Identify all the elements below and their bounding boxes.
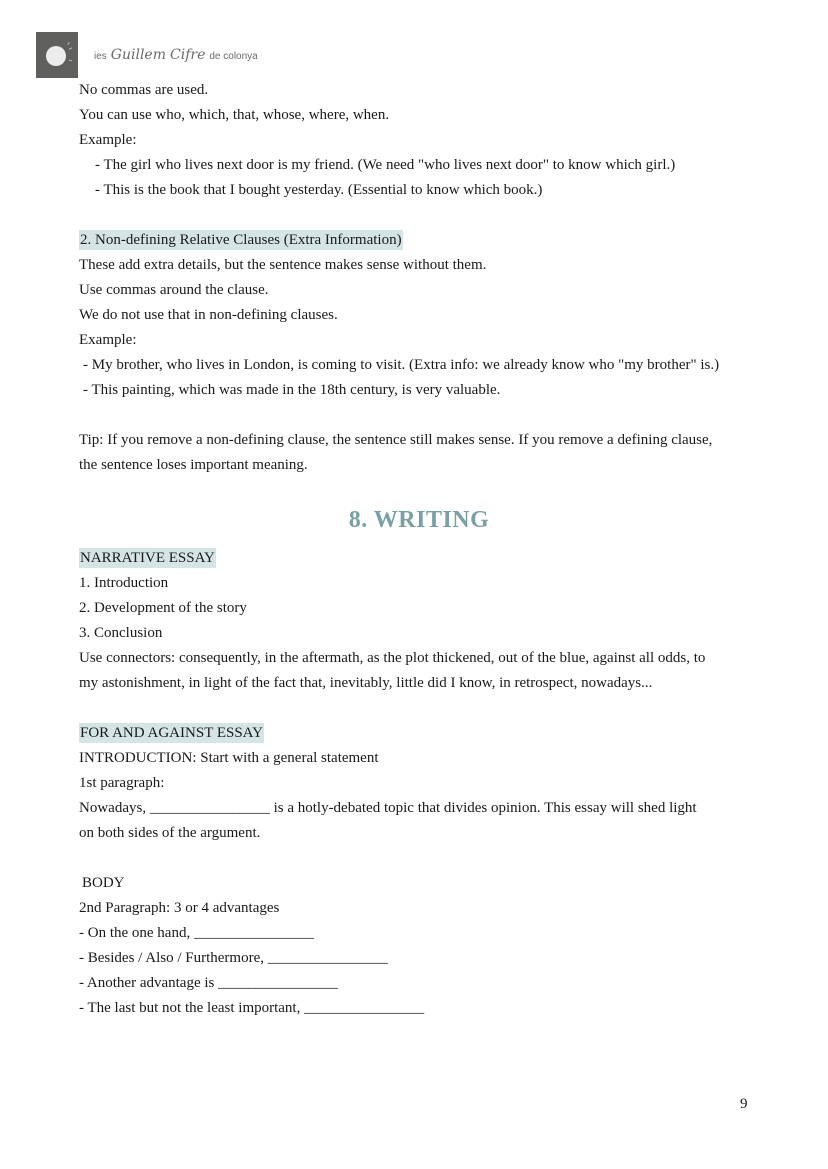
text-line: No commas are used. bbox=[79, 82, 209, 98]
example-line: - This is the book that I bought yesterday. (Essential to know which book.) bbox=[95, 182, 543, 198]
text-line: These add extra details, but the sentence makes sense without them. bbox=[79, 257, 487, 273]
school-prefix: ies bbox=[94, 51, 107, 62]
page-content bbox=[79, 78, 759, 1021]
logo-ray bbox=[69, 47, 72, 49]
text-line: We do not use that in non-defining clauses. bbox=[79, 307, 338, 323]
list-item: - Besides / Also / Furthermore, ________________ bbox=[79, 950, 388, 966]
text-line: Example: bbox=[79, 332, 137, 348]
list-item: 3. Conclusion bbox=[79, 625, 163, 641]
list-item: - The last but not the least important, ________________ bbox=[79, 1000, 425, 1016]
text-line: Nowadays, ________________ is a hotly-debated topic that divides opinion. This essay will shed light bbox=[79, 800, 697, 816]
example-line: - My brother, who lives in London, is coming to visit. (Extra info: we already know who "my brother" is.) bbox=[83, 357, 720, 373]
for-against-heading: FOR AND AGAINST ESSAY bbox=[80, 725, 263, 741]
example-line: - This painting, which was made in the 18th century, is very valuable. bbox=[83, 382, 501, 398]
subsection-heading bbox=[79, 546, 759, 571]
school-script-surname: Cifre bbox=[170, 47, 206, 63]
text-line: my astonishment, in light of the fact that, inevitably, little did I know, in retrospect, nowadays... bbox=[79, 675, 653, 691]
text-line: Example: bbox=[79, 132, 137, 148]
example-line: - The girl who lives next door is my friend. (We need "who lives next door" to know which girl.) bbox=[95, 157, 676, 173]
text-line: on both sides of the argument. bbox=[79, 825, 261, 841]
list-item: 1. Introduction bbox=[79, 575, 169, 591]
section-title: 8. WRITING bbox=[348, 507, 490, 533]
text-line: 1st paragraph: bbox=[79, 775, 165, 791]
tip-line: Tip: If you remove a non-defining clause, the sentence still makes sense. If you remove a defining clause, bbox=[79, 432, 713, 448]
list-item: - Another advantage is ________________ bbox=[79, 975, 339, 991]
text-line: Use connectors: consequently, in the aftermath, as the plot thickened, out of the blue, against all odds, to bbox=[79, 650, 706, 666]
school-name bbox=[94, 47, 258, 63]
body-label: BODY bbox=[82, 875, 125, 891]
page-header bbox=[36, 32, 258, 78]
list-item: - On the one hand, ________________ bbox=[79, 925, 314, 941]
list-item: 2. Development of the story bbox=[79, 600, 247, 616]
text-line: You can use who, which, that, whose, where, when. bbox=[79, 107, 390, 123]
page-number: 9 bbox=[740, 1096, 748, 1112]
logo-ray bbox=[69, 60, 72, 62]
text-line: INTRODUCTION: Start with a general statement bbox=[79, 750, 379, 766]
school-script-name: Guillem bbox=[110, 47, 166, 63]
school-suffix: de colonya bbox=[209, 51, 258, 62]
subsection-heading bbox=[79, 721, 759, 746]
text-line: Use commas around the clause. bbox=[79, 282, 269, 298]
sun-icon bbox=[46, 46, 66, 66]
non-defining-heading: 2. Non-defining Relative Clauses (Extra Information) bbox=[80, 232, 402, 248]
logo-ray bbox=[67, 42, 70, 45]
subsection-heading bbox=[79, 228, 759, 253]
tip-line: the sentence loses important meaning. bbox=[79, 457, 308, 473]
narrative-heading: NARRATIVE ESSAY bbox=[80, 550, 215, 566]
school-logo bbox=[36, 32, 78, 78]
text-line: 2nd Paragraph: 3 or 4 advantages bbox=[79, 900, 280, 916]
